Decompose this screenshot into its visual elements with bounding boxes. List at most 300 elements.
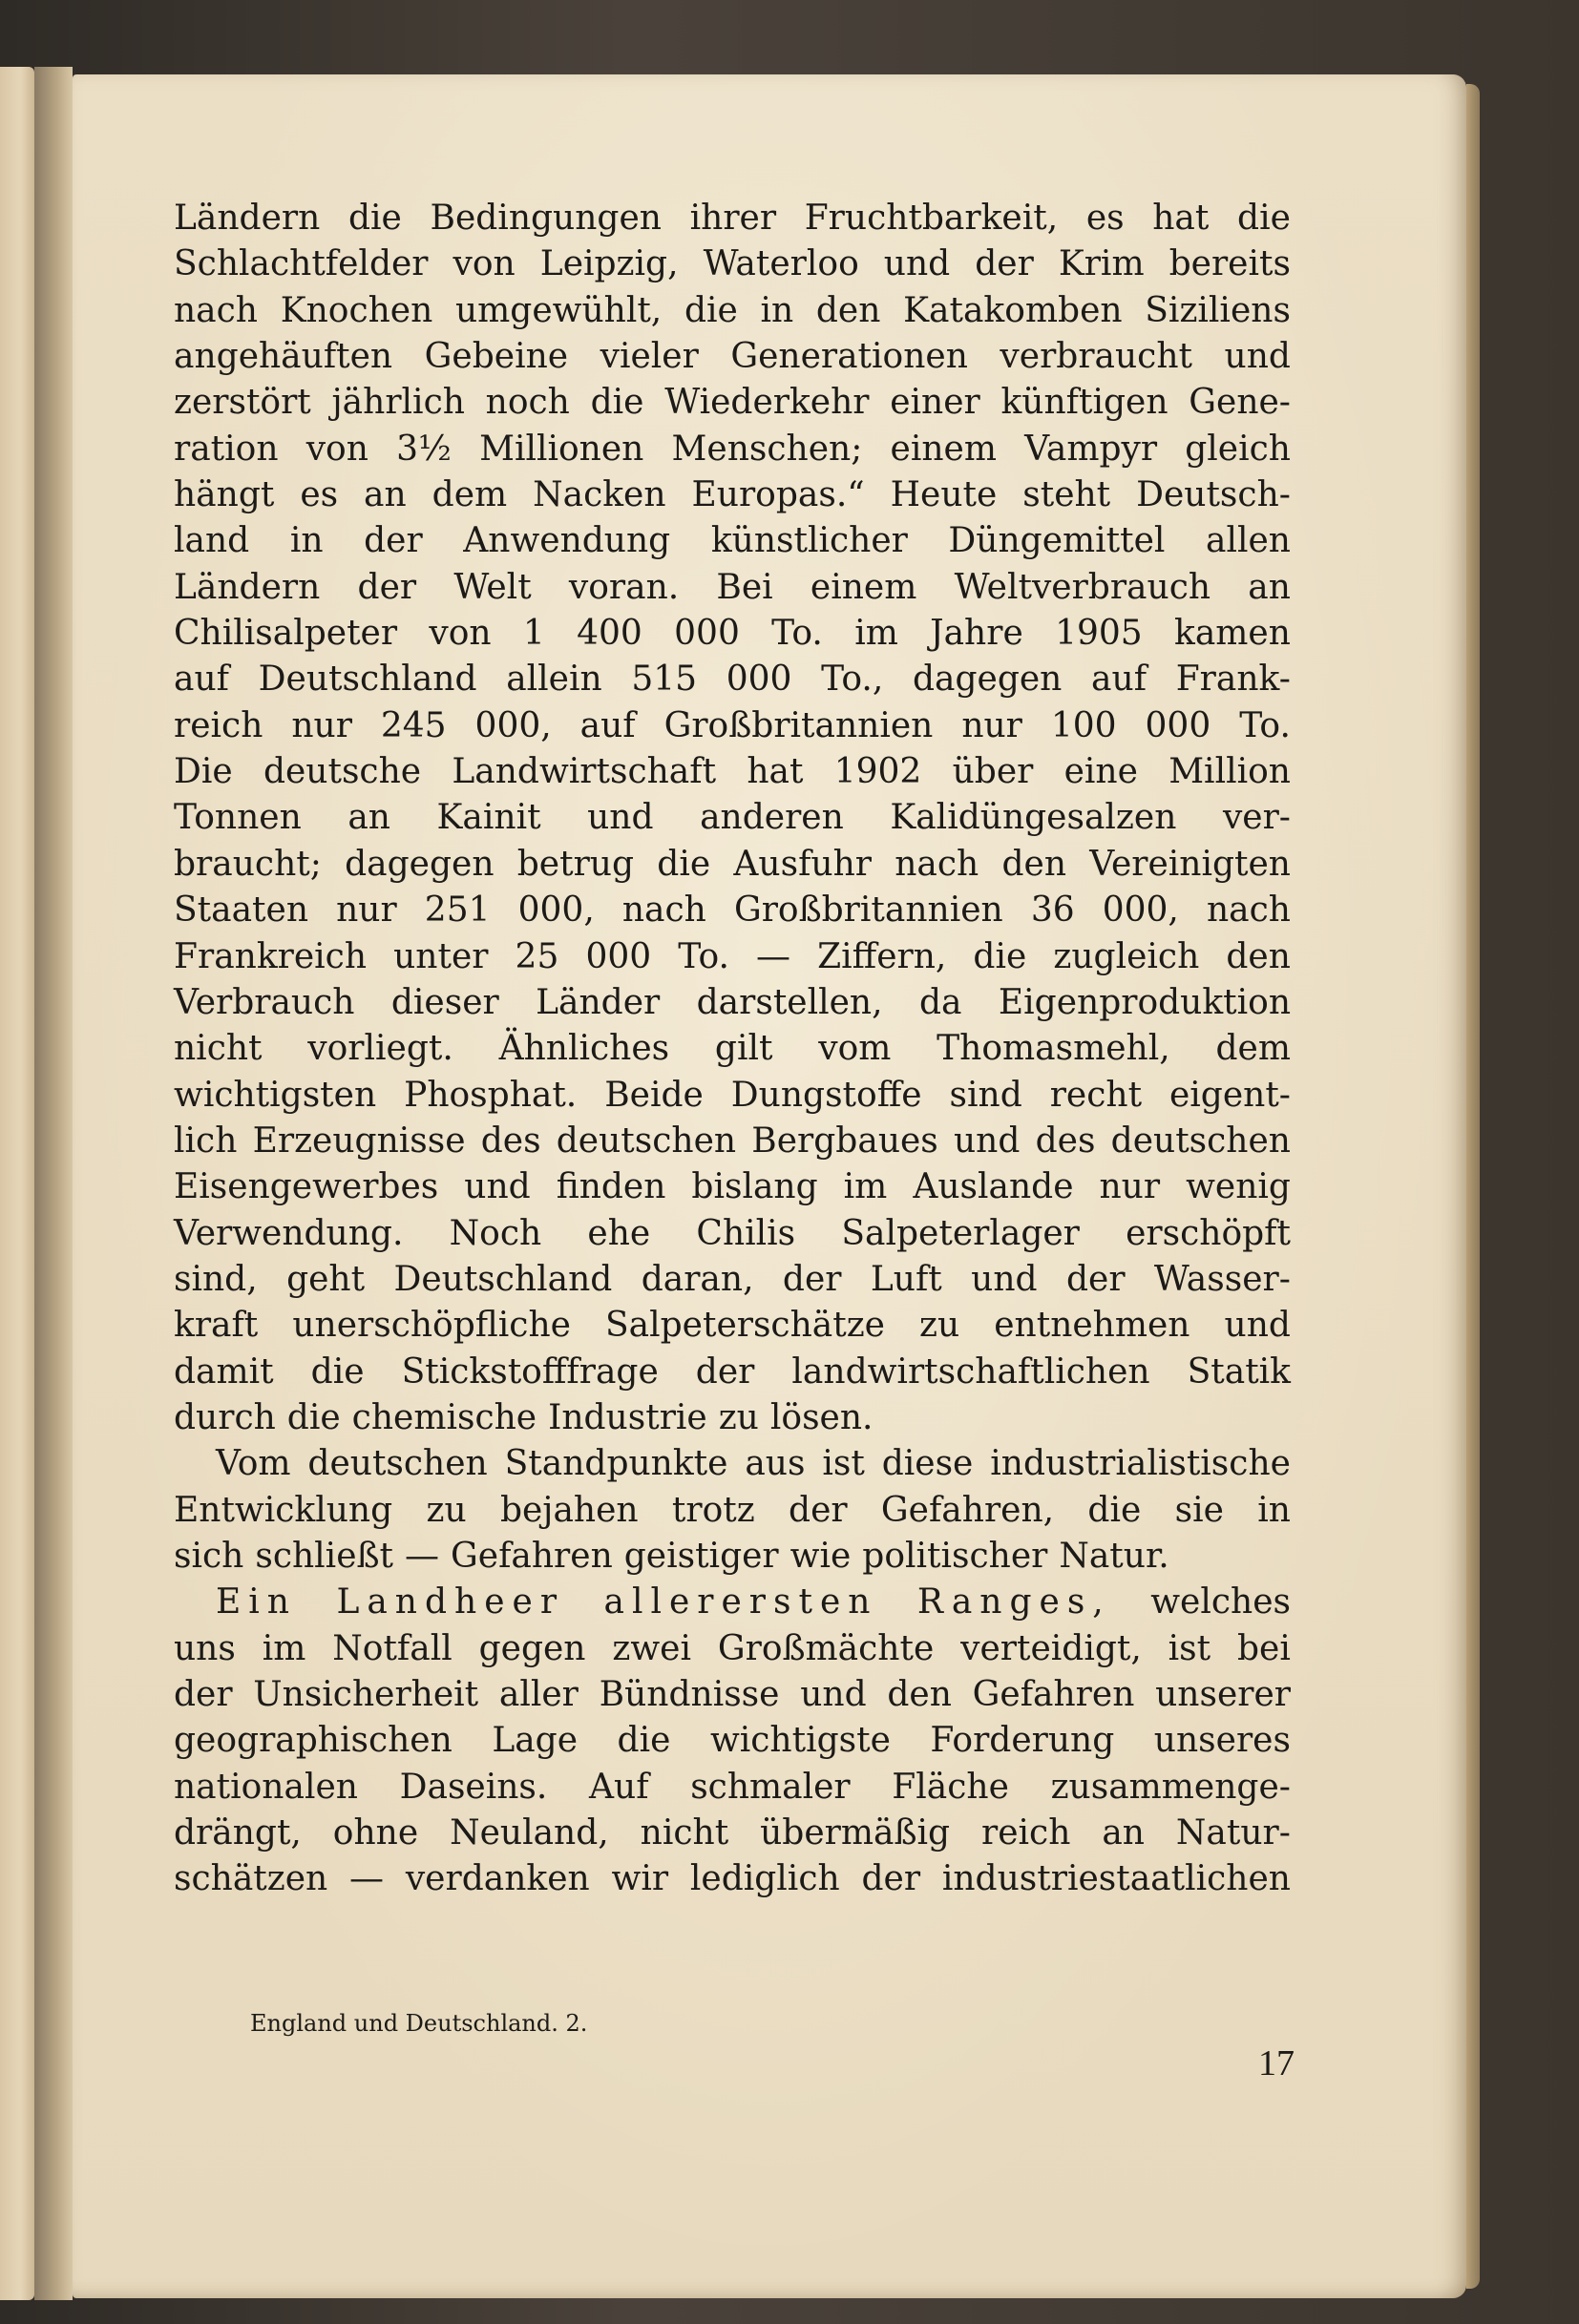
word: die — [1087, 1490, 1142, 1530]
word: die — [617, 1721, 671, 1761]
word: jährlich — [331, 383, 465, 423]
word: von — [453, 244, 516, 284]
word: Notfall — [332, 1628, 453, 1668]
word: die — [310, 1351, 365, 1392]
word: erschöpft — [1126, 1213, 1291, 1253]
word: To. — [771, 614, 823, 654]
word: Industrie — [548, 1397, 707, 1437]
word: Landheer — [336, 1582, 565, 1623]
word: deutsche — [263, 752, 422, 792]
word: Bedingungen — [430, 199, 662, 238]
word: nicht — [174, 1029, 263, 1069]
word: einem — [890, 429, 997, 469]
word: der — [1065, 1259, 1126, 1299]
word: und — [587, 798, 654, 838]
word: Wasser- — [1153, 1259, 1291, 1299]
word: und — [971, 1259, 1038, 1299]
word: Forderung — [930, 1721, 1115, 1761]
word: geistiger — [623, 1536, 779, 1576]
word: die — [657, 844, 711, 884]
word: Chilis — [696, 1213, 796, 1253]
word: der — [782, 1259, 842, 1299]
word: und — [800, 1675, 867, 1714]
word: Natur- — [1175, 1813, 1291, 1853]
word: darstellen, — [696, 982, 883, 1022]
word: Landwirtschaft — [452, 752, 717, 792]
word: die — [684, 290, 738, 330]
word: Vampyr — [1024, 429, 1158, 469]
word: von — [429, 614, 492, 654]
word: gegen — [478, 1628, 586, 1668]
word: Vom — [216, 1444, 291, 1484]
facing-page-edge — [0, 67, 34, 2300]
text-line — [174, 1626, 1291, 1672]
word: von — [305, 429, 368, 469]
word: zerstört — [174, 383, 311, 423]
word: 400 — [577, 614, 642, 654]
word: die — [590, 383, 644, 423]
word: Ländern — [174, 199, 321, 238]
word: des — [1035, 1120, 1096, 1161]
word: Katakomben — [903, 290, 1123, 330]
word: an — [364, 475, 407, 515]
word: in — [760, 290, 794, 330]
word: verteidigt, — [960, 1628, 1142, 1668]
word: 515 — [631, 660, 698, 700]
word: — — [756, 936, 791, 976]
word: nach — [895, 844, 979, 884]
word: To., — [821, 660, 884, 700]
word: anderen — [700, 798, 844, 838]
word: ver- — [1222, 798, 1291, 838]
word: Ähnliches — [498, 1029, 670, 1069]
word: finden — [556, 1167, 666, 1207]
word: reich — [174, 705, 263, 745]
word: 000, — [517, 890, 595, 931]
word: bejahen — [499, 1490, 639, 1530]
word: vom — [818, 1029, 892, 1069]
word: lösen. — [769, 1397, 874, 1437]
word: Luft — [870, 1259, 942, 1299]
word: Knochen — [280, 290, 433, 330]
word: Erzeugnisse — [252, 1120, 466, 1161]
word: wichtigsten — [174, 1075, 377, 1115]
word: To. — [678, 936, 729, 976]
word: Verbrauch — [174, 982, 355, 1022]
word: verdanken — [405, 1859, 590, 1899]
text-line — [174, 1164, 1291, 1210]
word: dagegen — [912, 660, 1063, 700]
word: Fläche — [892, 1767, 1009, 1807]
word: Vereinigten — [1089, 844, 1291, 884]
word: in — [1257, 1490, 1291, 1530]
word: Ländern — [174, 567, 321, 607]
word: chemische — [351, 1397, 537, 1437]
word: der — [357, 567, 417, 607]
word: 251 — [424, 890, 491, 931]
word: und — [464, 1167, 531, 1207]
word: Waterloo — [703, 244, 859, 284]
word: und — [954, 1120, 1021, 1161]
word: Auf — [589, 1767, 649, 1807]
word: Gene- — [1189, 383, 1291, 423]
word: den — [1001, 844, 1067, 884]
word: nur — [961, 705, 1022, 745]
word: ration — [174, 429, 279, 469]
word: unserer — [1155, 1675, 1291, 1714]
word: Million — [1168, 752, 1291, 792]
word: bereits — [1168, 244, 1291, 284]
word: Kainit — [436, 798, 541, 838]
word: Die — [174, 752, 233, 792]
text-line — [174, 795, 1291, 841]
word: dieser — [390, 982, 499, 1022]
word: Chilisalpeter — [174, 614, 398, 654]
word: gleich — [1185, 429, 1291, 469]
word: Menschen; — [671, 429, 863, 469]
word: reich — [981, 1813, 1071, 1853]
word: deutschen — [1110, 1120, 1291, 1161]
text-line — [174, 1811, 1291, 1856]
word: bislang — [691, 1167, 818, 1207]
text-line — [174, 611, 1291, 657]
page-number: 17 — [1258, 2043, 1295, 2083]
word: Siziliens — [1145, 290, 1291, 330]
word: gilt — [714, 1029, 773, 1069]
word: die — [347, 199, 402, 238]
word: Lage — [492, 1721, 579, 1761]
word: an — [347, 798, 390, 838]
word: land — [174, 521, 250, 561]
text-line — [174, 1257, 1291, 1303]
word: hat — [1152, 199, 1210, 238]
word: Gefahren — [972, 1675, 1135, 1714]
word: Weltverbrauch — [954, 567, 1211, 607]
word: voran. — [568, 567, 680, 607]
word: Heute — [890, 475, 998, 515]
word: braucht; — [174, 844, 322, 884]
word: Stickstofffrage — [401, 1351, 659, 1392]
word: 000, — [1102, 890, 1179, 931]
word: zu — [718, 1397, 759, 1437]
text-line — [174, 1718, 1291, 1764]
text-line — [174, 288, 1291, 334]
word: 245 — [380, 705, 447, 745]
word: den — [1226, 936, 1291, 976]
word: dem — [1215, 1029, 1291, 1069]
word: 000 — [726, 660, 792, 700]
word: Beide — [604, 1075, 704, 1115]
word: Deutsch- — [1136, 475, 1291, 515]
word: politischer — [862, 1536, 1048, 1576]
text-line — [174, 1856, 1291, 1902]
word: Wiederkehr — [664, 383, 870, 423]
word: Dungstoffe — [730, 1075, 922, 1115]
word: Statik — [1187, 1351, 1291, 1392]
word: im — [262, 1628, 306, 1668]
word: Ausfuhr — [733, 844, 872, 884]
text-line — [174, 196, 1291, 241]
text-line — [174, 427, 1291, 472]
word: Gebeine — [424, 337, 569, 377]
word: an — [1102, 1813, 1145, 1853]
text-line — [174, 1026, 1291, 1072]
word: betrug — [516, 844, 635, 884]
text-line — [174, 1534, 1291, 1580]
word: eine — [1063, 752, 1138, 792]
word: damit — [174, 1351, 274, 1392]
word: sind, — [174, 1259, 258, 1299]
word: der — [364, 521, 423, 561]
word: uns — [174, 1628, 236, 1668]
word: Großbritannien — [663, 705, 934, 745]
word: umgewühlt, — [454, 290, 663, 330]
text-line — [174, 1580, 1291, 1625]
text-line — [174, 1119, 1291, 1164]
word: bei — [1237, 1628, 1291, 1668]
word: nach — [621, 890, 706, 931]
word: Salpeterschätze — [604, 1306, 885, 1346]
word: daran, — [641, 1259, 754, 1299]
word: unter — [393, 936, 489, 976]
word: wie — [790, 1536, 852, 1576]
word: sind — [949, 1075, 1022, 1115]
word: wenig — [1186, 1167, 1291, 1207]
word: die — [1237, 199, 1291, 238]
text-line — [174, 842, 1291, 888]
word: Verwendung. — [174, 1213, 404, 1253]
word: lediglich — [689, 1859, 840, 1899]
word: zu — [919, 1306, 960, 1346]
word: Unsicherheit — [253, 1675, 479, 1714]
text-line — [174, 703, 1291, 749]
word: ehe — [587, 1213, 651, 1253]
page-stack-edge — [1466, 84, 1480, 2289]
word: Leipzig, — [539, 244, 679, 284]
word: über — [952, 752, 1034, 792]
word: Natur. — [1059, 1536, 1169, 1576]
word: da — [918, 982, 962, 1022]
word: Phosphat. — [404, 1075, 578, 1115]
word: verbraucht — [1000, 337, 1192, 377]
word: 1905 — [1055, 614, 1143, 654]
word: der — [695, 1351, 755, 1392]
word: der — [789, 1490, 848, 1530]
word: Daseins. — [399, 1767, 548, 1807]
word: ohne — [332, 1813, 419, 1853]
word: 3½ — [396, 429, 452, 469]
word: der — [861, 1859, 921, 1899]
word: Bei — [716, 567, 773, 607]
word: Bergbaues — [751, 1120, 938, 1161]
word: lich — [174, 1120, 238, 1161]
word: dem — [432, 475, 508, 515]
word: deutschen — [307, 1444, 488, 1484]
word: nach — [174, 290, 258, 330]
text-line — [174, 1765, 1291, 1811]
word: 1 — [522, 614, 545, 654]
word: Düngemittel — [948, 521, 1166, 561]
text-line — [174, 934, 1291, 980]
text-line — [174, 1672, 1291, 1718]
word: Gefahren — [451, 1536, 613, 1576]
word: die — [286, 1397, 341, 1437]
word: industrialistische — [990, 1444, 1291, 1484]
word: zugleich — [1053, 936, 1200, 976]
word: Staaten — [174, 890, 309, 931]
word: auf — [174, 660, 229, 700]
word: des — [480, 1120, 541, 1161]
word: Großbritannien — [733, 890, 1003, 931]
word: Standpunkte — [504, 1444, 728, 1484]
word: nicht — [640, 1813, 729, 1853]
word: Millionen — [479, 429, 644, 469]
text-line — [174, 1441, 1291, 1487]
word: ihrer — [689, 199, 777, 238]
text-line — [174, 472, 1291, 518]
word: Deutschland — [393, 1259, 613, 1299]
word: an — [1248, 567, 1291, 607]
word: nach — [1206, 890, 1291, 931]
word: Anwendung — [463, 521, 671, 561]
word: 000 — [674, 614, 740, 654]
word: To. — [1239, 705, 1291, 745]
word: Ein — [216, 1582, 297, 1623]
word: hat — [747, 752, 804, 792]
word: der — [975, 244, 1034, 284]
word: im — [854, 614, 898, 654]
word: Europas.“ — [691, 475, 865, 515]
word: trotz — [671, 1490, 755, 1530]
word: der — [174, 1675, 233, 1714]
word: deutschen — [556, 1120, 737, 1161]
word: Noch — [449, 1213, 542, 1253]
text-line — [174, 334, 1291, 380]
text-line — [174, 1303, 1291, 1349]
text-line — [174, 749, 1291, 795]
word: kraft — [174, 1306, 259, 1346]
word: nur — [1099, 1167, 1161, 1207]
word: allein — [506, 660, 602, 700]
word: schmaler — [690, 1767, 851, 1807]
word: die — [973, 936, 1027, 976]
word: recht — [1049, 1075, 1143, 1115]
text-line — [174, 980, 1291, 1026]
word: angehäuften — [174, 337, 393, 377]
word: hängt — [174, 475, 275, 515]
word: entnehmen — [994, 1306, 1190, 1346]
word: Krim — [1058, 244, 1145, 284]
word: Fruchtbarkeit, — [804, 199, 1059, 238]
text-line — [174, 565, 1291, 611]
word: Großmächte — [717, 1628, 935, 1668]
text-line — [174, 1350, 1291, 1395]
word: Bündnisse — [599, 1675, 780, 1714]
word: 000 — [585, 936, 652, 976]
word: allen — [1206, 521, 1291, 561]
word: Auslande — [913, 1167, 1074, 1207]
word: den — [887, 1675, 952, 1714]
word: drängt, — [174, 1813, 302, 1853]
word: Frank- — [1175, 660, 1291, 700]
word: Generationen — [730, 337, 968, 377]
word: auf — [579, 705, 636, 745]
word: aller — [498, 1675, 579, 1714]
word: Ziffern, — [817, 936, 947, 976]
word: Eigenproduktion — [998, 982, 1291, 1022]
word: künftigen — [1000, 383, 1168, 423]
word: im — [843, 1167, 888, 1207]
word: zusammenge- — [1050, 1767, 1291, 1807]
word: und — [1224, 337, 1291, 377]
word: Kalidüngesalzen — [890, 798, 1177, 838]
word: es — [300, 475, 339, 515]
body-text — [174, 196, 1291, 1903]
word: schätzen — [174, 1859, 328, 1899]
word: eigent- — [1168, 1075, 1291, 1115]
book-gutter — [34, 67, 73, 2300]
word: industriestaatlichen — [941, 1859, 1291, 1899]
text-line — [174, 657, 1291, 702]
word: Ranges, — [916, 1582, 1111, 1623]
word: nur — [336, 890, 397, 931]
text-line — [174, 1488, 1291, 1534]
word: Länder — [536, 982, 661, 1022]
word: Welt — [453, 567, 532, 607]
word: geht — [286, 1259, 366, 1299]
word: landwirtschaftlichen — [791, 1351, 1150, 1392]
word: diese — [881, 1444, 974, 1484]
word: es — [1085, 199, 1125, 238]
word: 36 — [1030, 890, 1075, 931]
word: Tonnen — [174, 798, 302, 838]
word: Frankreich — [174, 936, 368, 976]
word: Nacken — [533, 475, 666, 515]
word: Schlachtfelder — [174, 244, 429, 284]
word: dagegen — [345, 844, 495, 884]
word: nationalen — [174, 1767, 358, 1807]
word: sie — [1174, 1490, 1224, 1530]
word: ist — [1168, 1628, 1211, 1668]
word: geographischen — [174, 1721, 453, 1761]
word: unseres — [1153, 1721, 1291, 1761]
text-line — [174, 1211, 1291, 1257]
word: und — [1224, 1306, 1291, 1346]
word: Salpeterlager — [841, 1213, 1080, 1253]
word: 1902 — [833, 752, 922, 792]
word: Eisengewerbes — [174, 1167, 439, 1207]
word: und — [883, 244, 951, 284]
signature-mark: England und Deutschland. 2. — [250, 2010, 588, 2037]
word: 000, — [474, 705, 552, 745]
word: vorliegt. — [307, 1029, 453, 1069]
text-line — [174, 241, 1291, 287]
word: Thomasmehl, — [937, 1029, 1170, 1069]
word: — — [405, 1536, 440, 1576]
word: auf — [1091, 660, 1147, 700]
text-line — [174, 518, 1291, 564]
word: kamen — [1174, 614, 1291, 654]
text-line — [174, 888, 1291, 933]
word: 000 — [1145, 705, 1211, 745]
word: durch — [174, 1397, 276, 1437]
word: einem — [810, 567, 917, 607]
text-line — [174, 1395, 1291, 1441]
word: welches — [1150, 1582, 1291, 1623]
word: — — [349, 1859, 385, 1899]
word: den — [815, 290, 881, 330]
word: Entwicklung — [174, 1490, 393, 1530]
